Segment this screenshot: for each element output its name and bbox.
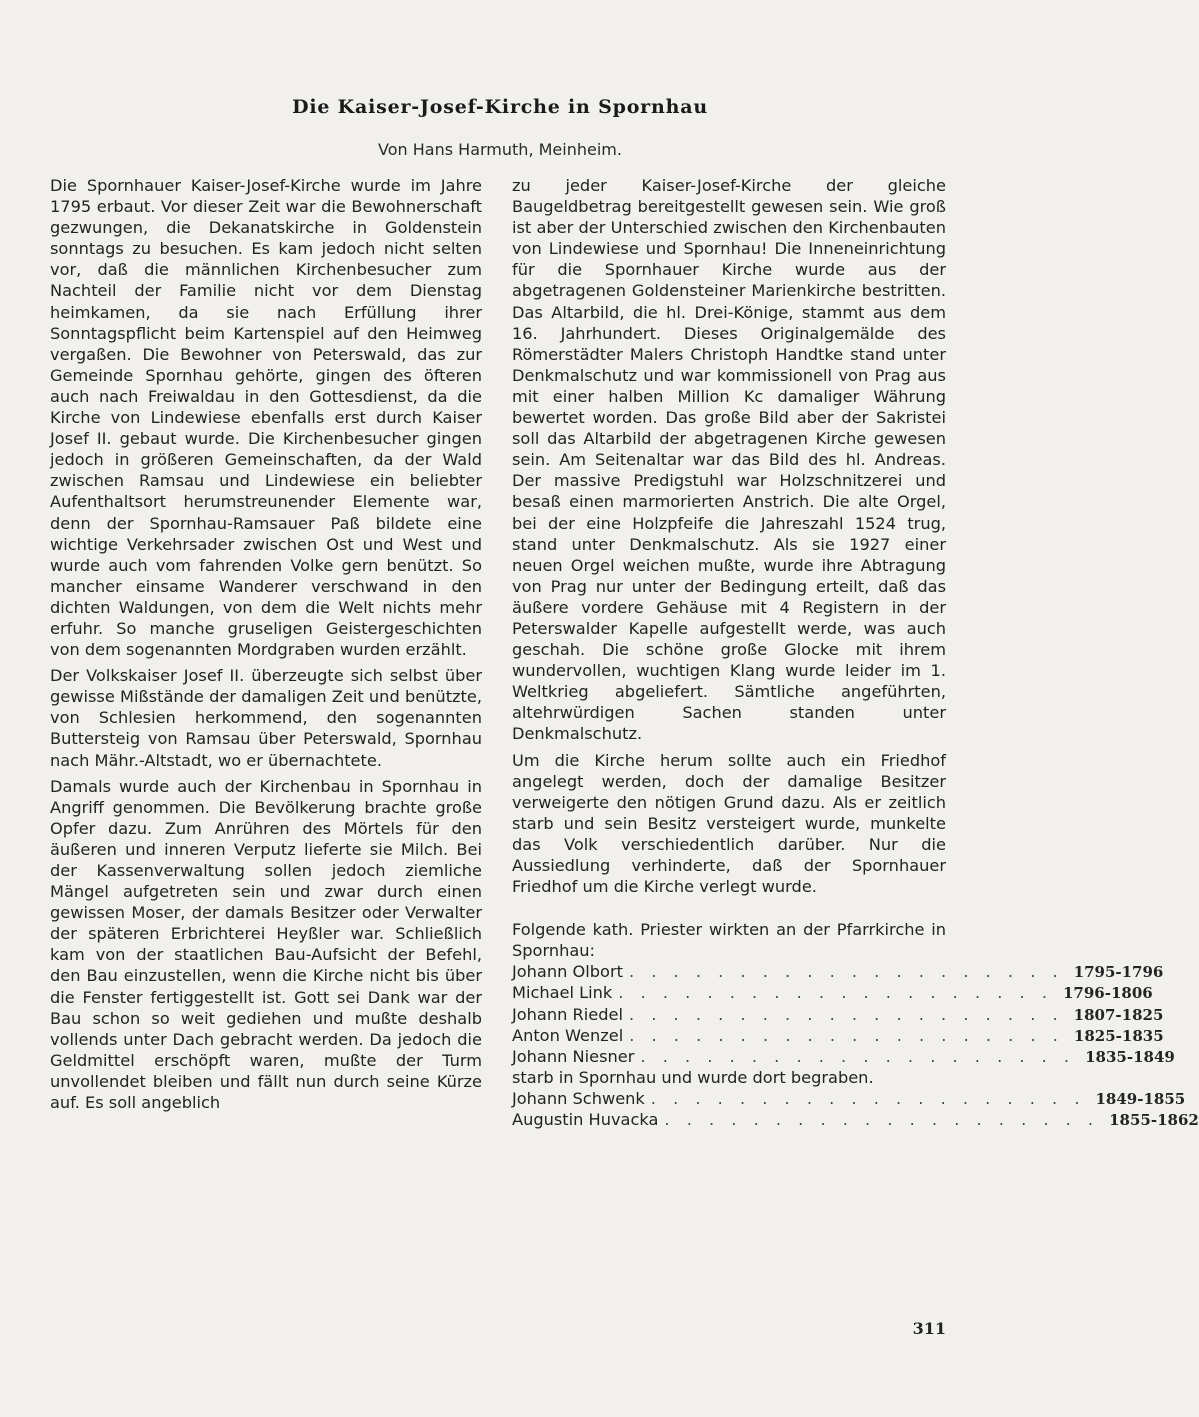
priest-row — [512, 1004, 1164, 1025]
priest-list — [512, 961, 1199, 1130]
priest-name: Anton Wenzel — [512, 1025, 624, 1045]
priest-name: Michael Link — [512, 983, 613, 1003]
leader-dots: . . . . . . . . . . . . . . . . . . . . — [650, 1088, 1086, 1108]
priest-name: Johann Riedel — [512, 1004, 623, 1024]
paragraph: zu jeder Kaiser-Josef-Kirche der gleiche Baugeldbetrag bereitgestellt gewesen sein. Wie groß ist aber der Unterschied zwischen den Kirchenbauten von Lindewiese und Spornhau! Die Inneneinrichtung für die Spornhauer Kirche wurde aus der abgetragenen Goldensteiner Marienkirche bestritten. Das Altarbild, die hl. Drei-Könige, stammt aus dem 16. Jahrhundert. Dieses Originalgemälde des Römerstädter Malers Christoph Handtke stand unter Denkmalschutz und war kommissionell von Prag aus mit einer halben Million Kc damaliger Währung bewertet worden. Das große Bild aber der Sakristei soll das Altarbild der abgetragenen Kirche gewesen sein. Am Seitenaltar war das Bild des hl. Andreas. Der massive Predigstuhl war Holzschnitzerei und besaß einen marmorierten Anstrich. Die alte Orgel, bei der eine Holzpfeife die Jahreszahl 1524 trug, stand unter Denkmalschutz. Als sie 1927 einer neuen Orgel weichen mußte, wurde ihre Abtragung von Prag nur unter der Bedingung erteilt, daß das äußere vordere Gehäuse mit 4 Registern in der Peterswalder Kapelle aufgestellt werde, was auch geschah. Die schöne große Glocke mit ihrem wundervollen, wuchtigen Klang wurde leider im 1. Weltkrieg abgeliefert. Sämtliche angeführten, altehrwürdigen Sachen standen unter Denkmalschutz. — [512, 176, 946, 744]
leader-dots: . . . . . . . . . . . . . . . . . . . . — [629, 1025, 1064, 1045]
priest-row — [512, 982, 1153, 1003]
priest-row — [512, 1046, 1175, 1067]
paragraph: Damals wurde auch der Kirchenbau in Spornhau in Angriff genommen. Die Bevölkerung brachte große Opfer dazu. Zum Anrühren des Mörtels für den äußeren und inneren Verputz lieferte sie Milch. Bei der Kassenverwaltung sollen jedoch ziemliche Mängel aufgetreten sein und zwar durch einen gewissen Moser, der damals Besitzer oder Verwalter der späteren Erbrichterei Heyßler war. Schließlich kam von der staatlichen Bau-Aufsicht der Befehl, den Bau einzustellen, wenn die Kirche nicht bis über die Fenster fertiggestellt ist. Gott sei Dank war der Bau schon so weit gediehen und mußte deshalb vollends unter Dach gebracht werden. Da jedoch die Geldmittel erschöpft waren, mußte der Turm unvollendet bleiben und fällt nun durch seine Kürze auf. Es soll angeblich — [50, 776, 482, 1113]
left-column — [50, 175, 482, 1113]
leader-dots: . . . . . . . . . . . . . . . . . . . . — [664, 1110, 1100, 1130]
priest-years: 1807-1825 — [1073, 1005, 1164, 1024]
priest-name: Johann Niesner — [512, 1046, 635, 1066]
priest-years: 1796-1806 — [1062, 984, 1153, 1003]
priest-row — [512, 1088, 1186, 1109]
priest-years: 1849-1855 — [1095, 1089, 1186, 1108]
priest-name: Johann Schwenk — [512, 1088, 645, 1108]
paragraph: Der Volkskaiser Josef II. überzeugte sich selbst über gewisse Mißstände der damaligen Zeit und benützte, von Schlesien herkommend, den sogenannten Buttersteig von Ramsau über Peterswald, Spornhau nach Mähr.-Altstadt, wo er übernachtete. — [50, 666, 482, 770]
leader-dots: . . . . . . . . . . . . . . . . . . . . — [640, 1046, 1076, 1066]
paragraph: Die Spornhauer Kaiser-Josef-Kirche wurde im Jahre 1795 erbaut. Vor dieser Zeit war die Bewohnerschaft gezwungen, die Dekanatskirche in Goldenstein sonntags zu besuchen. Es kam jedoch nicht selten vor, daß die männlichen Kirchenbesucher zum Nachteil der Familie nicht vor dem Dienstag heimkamen, da sie nach Erfüllung ihrer Sonntagspflicht beim Kartenspiel auf den Heimweg vergaßen. Die Bewohner von Peterswald, das zur Gemeinde Spornhau gehörte, gingen des öfteren auch nach Freiwaldau in den Gottesdienst, da die Kirche von Lindewiese ebenfalls erst durch Kaiser Josef II. gebaut wurde. Die Kirchenbesucher gingen jedoch in größeren Gemeinschaften, da der Wald zwischen Ramsau und Lindewiese ein beliebter Aufenthaltsort herumstreunender Elemente war, denn der Spornhau-Ramsauer Paß bildete eine wichtige Verkehrsader zwischen Ost und West und wurde auch vom fahrenden Volke gern benützt. So mancher einsame Wanderer verschwand in den dichten Waldungen, von dem die Welt nichts mehr erfuhr. So manche gruseligen Geistergeschichten von dem sogenannten Mordgraben wurden erzählt. — [50, 176, 482, 660]
leader-dots: . . . . . . . . . . . . . . . . . . . . — [618, 983, 1053, 1003]
priest-row — [512, 1025, 1164, 1046]
priest-years: 1835-1849 — [1085, 1047, 1175, 1066]
priest-years: 1825-1835 — [1073, 1026, 1164, 1045]
article-title: Die Kaiser-Josef-Kirche in Spornhau — [292, 96, 708, 118]
priests-intro: Folgende kath. Priester wirkten an der Pfarrkirche in Spornhau: — [512, 920, 946, 961]
page-number: 311 — [912, 1319, 946, 1338]
leader-dots: . . . . . . . . . . . . . . . . . . . . — [628, 1004, 1064, 1024]
leader-dots: . . . . . . . . . . . . . . . . . . . . — [628, 962, 1064, 982]
priest-name: Augustin Huvacka — [512, 1110, 659, 1130]
priest-row — [512, 1109, 1199, 1130]
article-byline: Von Hans Harmuth, Meinheim. — [378, 140, 622, 159]
priest-row — [512, 961, 1164, 982]
paragraph: Um die Kirche herum sollte auch ein Friedhof angelegt werden, doch der damalige Besitzer verweigerte den nötigen Grund dazu. Als er zeitlich starb und sein Besitz versteigert wurde, munkelte das Volk verschiedentlich darüber. Nur die Aussiedlung verhinderte, daß der Spornhauer Friedhof um die Kirche verlegt wurde. — [512, 750, 946, 897]
priest-note: starb in Spornhau und wurde dort begraben. — [512, 1067, 874, 1087]
priest-years: 1855-1862 — [1109, 1111, 1199, 1130]
priest-years: 1795-1796 — [1073, 963, 1164, 982]
priest-name: Johann Olbort — [512, 962, 623, 982]
right-column — [512, 175, 1199, 1130]
